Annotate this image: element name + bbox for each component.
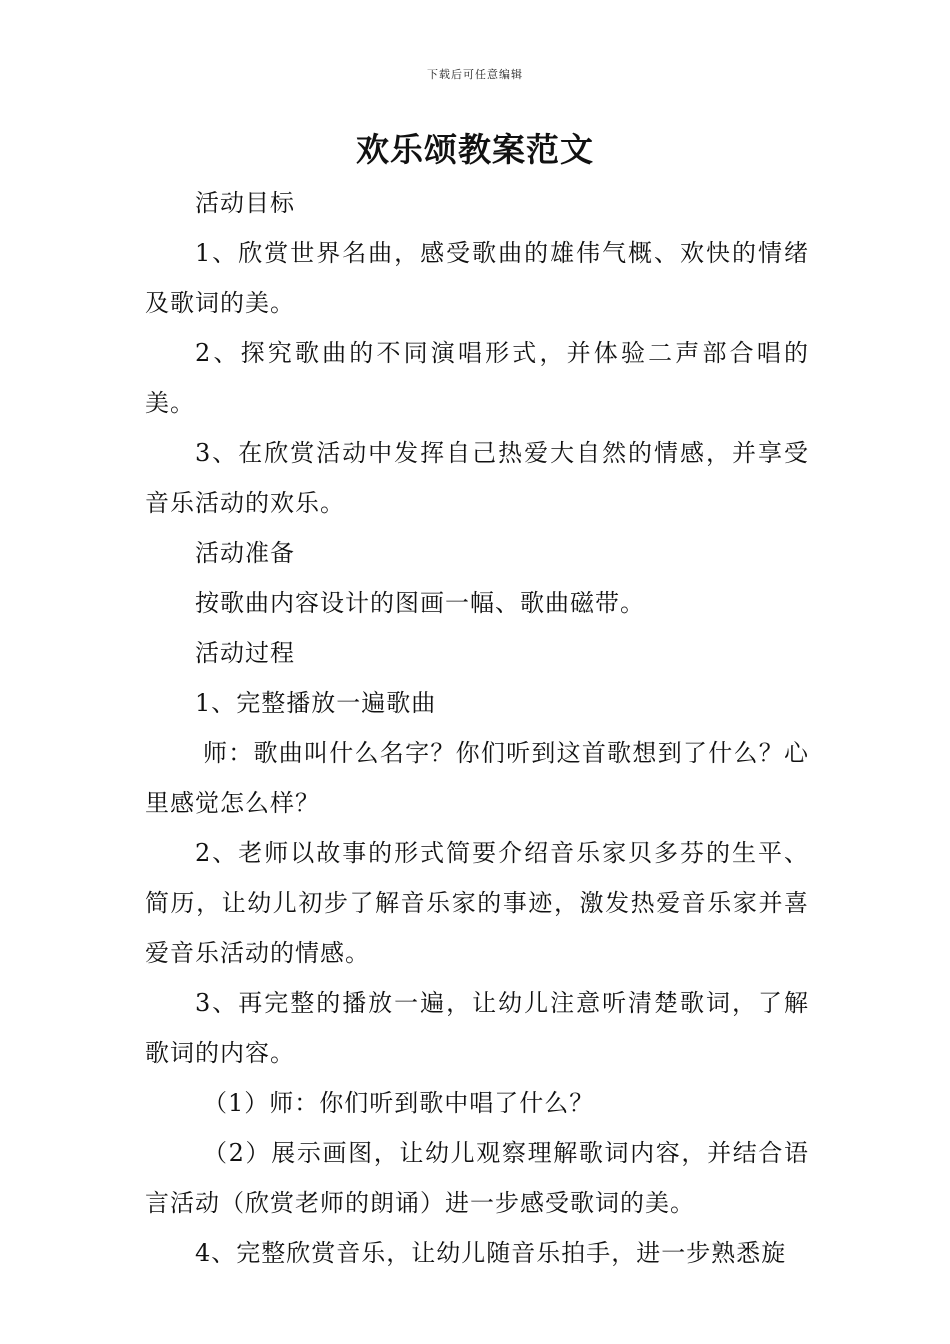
teacher-question: 师：歌曲叫什么名字？你们听到这首歌想到了什么？心里感觉怎么样？ [145, 739, 809, 817]
section-heading-preparation: 活动准备 [195, 539, 295, 567]
objective-3: 3、在欣赏活动中发挥自己热爱大自然的情感，并享受音乐活动的欢乐。 [145, 439, 809, 517]
objective-1: 1、欣赏世界名曲，感受歌曲的雄伟气概、欢快的情绪及歌词的美。 [145, 239, 809, 317]
preparation-text: 按歌曲内容设计的图画一幅、歌曲磁带。 [195, 589, 645, 617]
process-step-3: 3、再完整的播放一遍，让幼儿注意听清楚歌词，了解歌词的内容。 [145, 989, 809, 1067]
process-step-3-sub-1: （1）师：你们听到歌中唱了什么？ [203, 1089, 595, 1117]
section-heading-process: 活动过程 [195, 639, 295, 667]
header-note: 下载后可任意编辑 [427, 68, 523, 81]
process-step-2: 2、老师以故事的形式简要介绍音乐家贝多芬的生平、简历，让幼儿初步了解音乐家的事迹，激发热爱音乐家并喜爱音乐活动的情感。 [145, 839, 809, 967]
process-step-4: 4、完整欣赏音乐，让幼儿随音乐拍手，进一步熟悉旋 [195, 1239, 787, 1267]
process-step-3-sub-2: （2）展示画图，让幼儿观察理解歌词内容，并结合语言活动（欣赏老师的朗诵）进一步感受歌词的美。 [145, 1139, 809, 1217]
document-body [145, 178, 809, 1278]
document-title: 欢乐颂教案范文 [356, 130, 594, 169]
process-step-1: 1、完整播放一遍歌曲 [195, 689, 437, 717]
section-heading-objectives: 活动目标 [195, 189, 295, 217]
objective-2: 2、探究歌曲的不同演唱形式，并体验二声部合唱的美。 [145, 339, 809, 417]
